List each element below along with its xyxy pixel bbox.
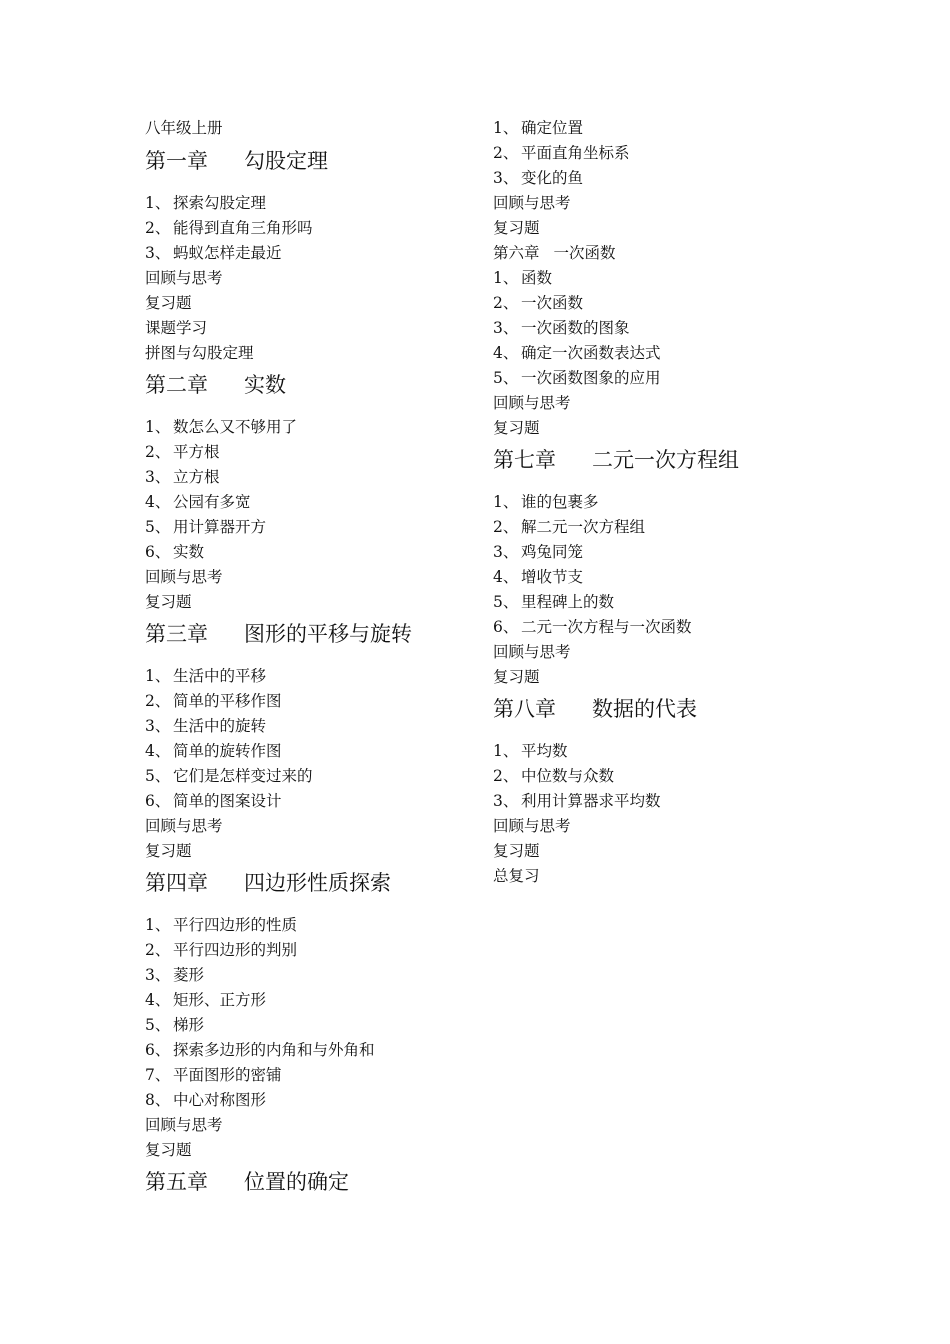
page-heading: 八年级上册 (145, 119, 223, 137)
toc-item: 3、 鸡兔同笼 (493, 543, 584, 561)
toc-item: 复习题 (493, 842, 540, 860)
toc-item: 8、 中心对称图形 (145, 1091, 267, 1109)
toc-item: 1、 数怎么又不够用了 (145, 418, 298, 436)
toc-item: 5、 用计算器开方 (145, 518, 267, 536)
toc-item: 1、 平均数 (493, 742, 568, 760)
toc-item: 3、 蚂蚁怎样走最近 (145, 244, 282, 262)
toc-item: 1、 探索勾股定理 (145, 194, 267, 212)
toc-item: 2、 平方根 (145, 443, 220, 461)
toc-item: 4、 简单的旋转作图 (145, 742, 282, 760)
toc-item: 2、 一次函数 (493, 294, 584, 312)
toc-item: 1、 函数 (493, 269, 553, 287)
toc-item: 3、 变化的鱼 (493, 169, 584, 187)
toc-item: 3、 生活中的旋转 (145, 717, 267, 735)
toc-item: 复习题 (145, 593, 192, 611)
chapter-2-title: 第二章 实数 (145, 373, 286, 397)
toc-item: 1、 平行四边形的性质 (145, 916, 298, 934)
toc-item: 5、 里程碑上的数 (493, 593, 615, 611)
toc-item: 拼图与勾股定理 (145, 344, 254, 362)
toc-item: 5、 它们是怎样变过来的 (145, 767, 313, 785)
toc-item: 3、 菱形 (145, 966, 205, 984)
toc-item: 2、 中位数与众数 (493, 767, 615, 785)
toc-item: 课题学习 (145, 319, 208, 337)
toc-item: 复习题 (493, 219, 540, 237)
toc-item: 1、 确定位置 (493, 119, 584, 137)
toc-item: 回顾与思考 (493, 394, 571, 412)
chapter-7-title: 第七章 二元一次方程组 (493, 448, 739, 472)
toc-item: 6、 探索多边形的内角和与外角和 (145, 1041, 375, 1059)
toc-item: 回顾与思考 (493, 194, 571, 212)
toc-item: 总复习 (493, 867, 540, 885)
chapter-1-title: 第一章 勾股定理 (145, 149, 328, 173)
chapter-6-title: 第六章 一次函数 (493, 244, 616, 262)
toc-item: 2、 解二元一次方程组 (493, 518, 646, 536)
toc-item: 6、 二元一次方程与一次函数 (493, 618, 692, 636)
toc-item: 复习题 (145, 294, 192, 312)
toc-item: 2、 能得到直角三角形吗 (145, 219, 313, 237)
toc-item: 回顾与思考 (145, 568, 223, 586)
toc-item: 3、 立方根 (145, 468, 220, 486)
toc-item: 1、 谁的包裹多 (493, 493, 599, 511)
toc-item: 6、 实数 (145, 543, 205, 561)
chapter-4-title: 第四章 四边形性质探索 (145, 871, 391, 895)
chapter-3-title: 第三章 图形的平移与旋转 (145, 622, 412, 646)
toc-item: 回顾与思考 (145, 1116, 223, 1134)
toc-item: 复习题 (145, 1141, 192, 1159)
toc-item: 4、 增收节支 (493, 568, 584, 586)
toc-item: 4、 确定一次函数表达式 (493, 344, 661, 362)
toc-item: 回顾与思考 (145, 817, 223, 835)
toc-item: 2、 平行四边形的判别 (145, 941, 298, 959)
toc-item: 复习题 (493, 419, 540, 437)
toc-item: 5、 一次函数图象的应用 (493, 369, 661, 387)
toc-item: 6、 简单的图案设计 (145, 792, 282, 810)
toc-item: 4、 公园有多宽 (145, 493, 251, 511)
toc-item: 2、 平面直角坐标系 (493, 144, 630, 162)
toc-item: 回顾与思考 (493, 643, 571, 661)
chapter-8-title: 第八章 数据的代表 (493, 697, 697, 721)
toc-item: 回顾与思考 (493, 817, 571, 835)
toc-item: 7、 平面图形的密铺 (145, 1066, 282, 1084)
chapter-5-title: 第五章 位置的确定 (145, 1170, 349, 1194)
toc-item: 2、 简单的平移作图 (145, 692, 282, 710)
toc-item: 3、 一次函数的图象 (493, 319, 630, 337)
toc-item: 复习题 (493, 668, 540, 686)
toc-item: 回顾与思考 (145, 269, 223, 287)
toc-item: 4、 矩形、正方形 (145, 991, 267, 1009)
toc-item: 1、 生活中的平移 (145, 667, 267, 685)
toc-item: 复习题 (145, 842, 192, 860)
toc-item: 3、 利用计算器求平均数 (493, 792, 661, 810)
toc-item: 5、 梯形 (145, 1016, 205, 1034)
